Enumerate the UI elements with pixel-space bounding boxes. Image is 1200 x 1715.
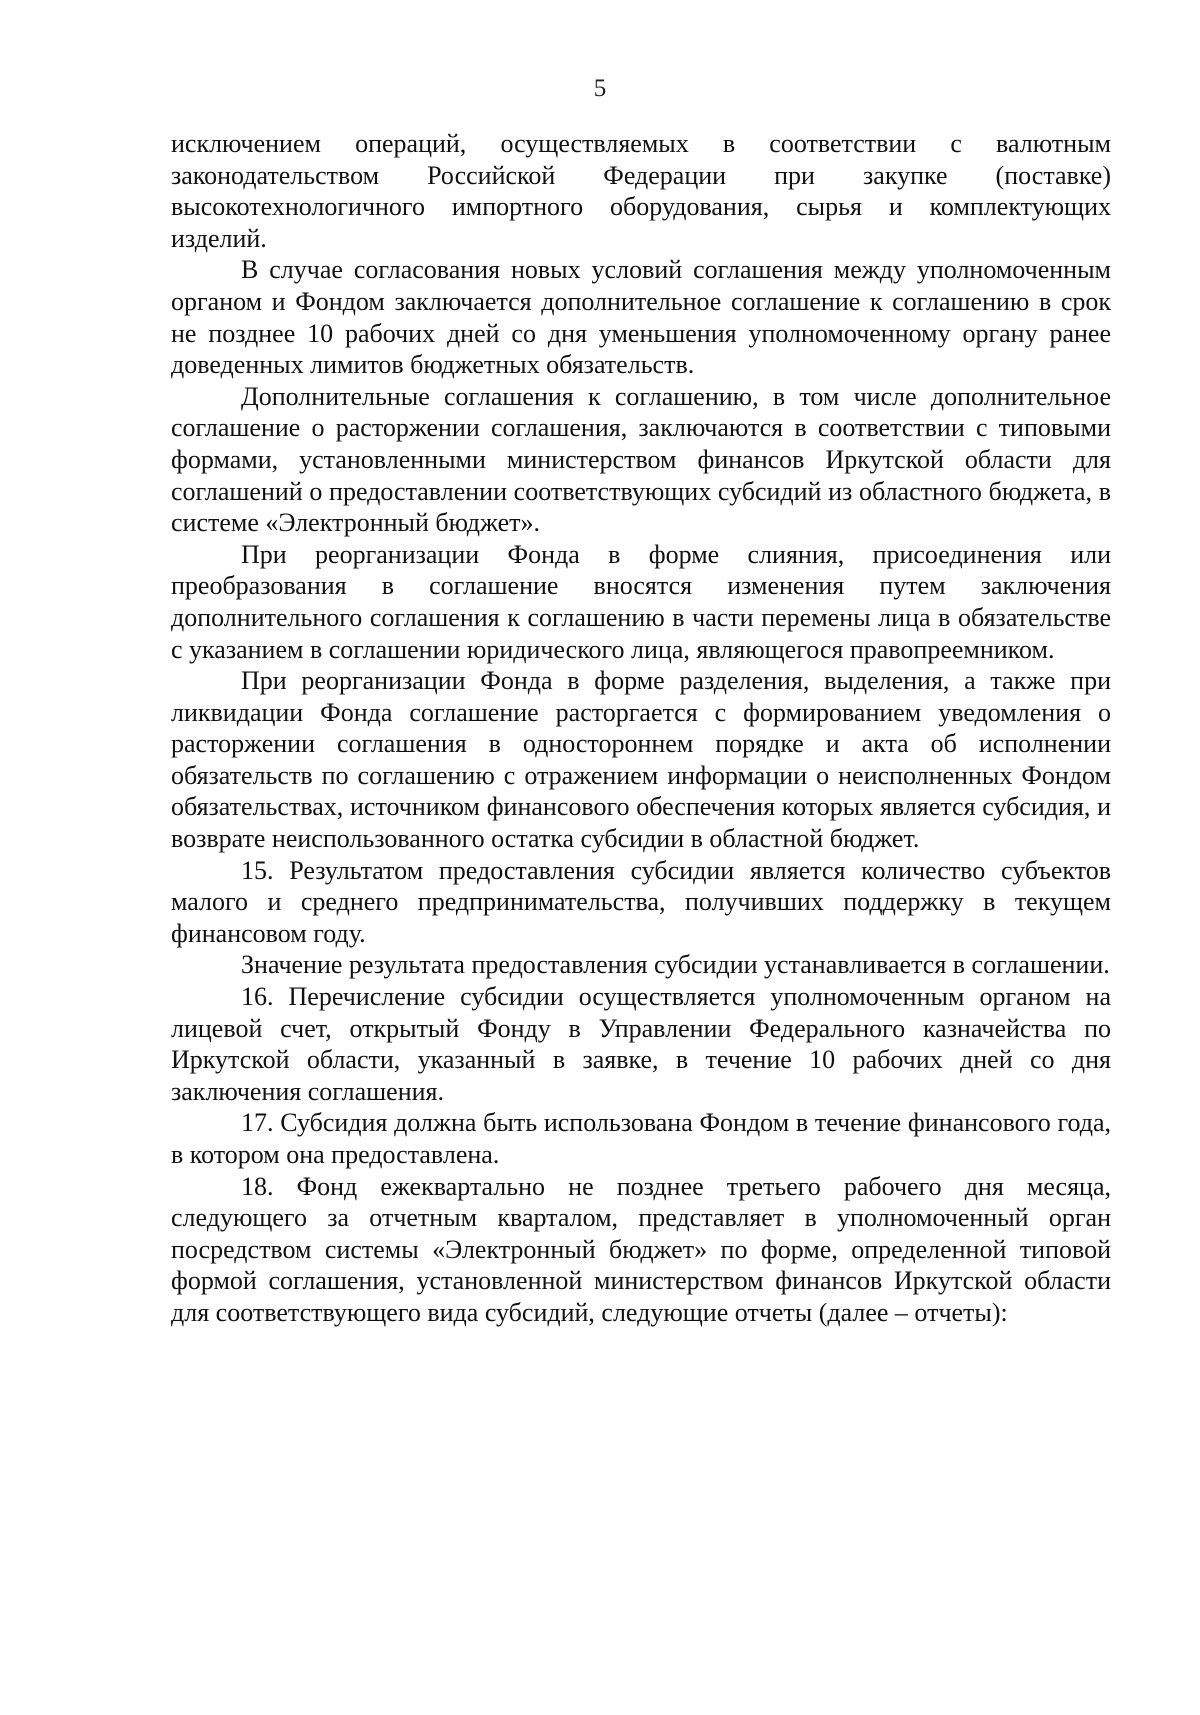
document-body	[171, 128, 1111, 1329]
paragraph-reorganization-division: При реорганизации Фонда в форме разделения, выделения, а также при ликвидации Фонда соглашение расторгается с формированием уведомления о расторжении соглашения в одностороннем порядке и акта об исполнении обязательств по соглашению с отражением информации о неисполненных Фондом обязательствах, источником финансового обеспечения которых является субсидия, и возврате неиспользованного остатка субсидии в областной бюджет.	[171, 666, 1111, 854]
paragraph-continuation: исключением операций, осуществляемых в соответствии с валютным законодательством Российской Федерации при закупке (поставке) высокотехнологичного импортного оборудования, сырья и комплектующих изделий.	[171, 129, 1111, 253]
page-number: 5	[593, 75, 607, 102]
paragraph-reorganization-merger: При реорганизации Фонда в форме слияния, присоединения или преобразования в соглашение вносятся изменения путем заключения дополнительного соглашения к соглашению в части перемены лица в обязательстве с указанием в соглашении юридического лица, являющегося правопреемником.	[171, 539, 1111, 664]
paragraph-additional-agreement: В случае согласования новых условий соглашения между уполномоченным органом и Фондом заключается дополнительное соглашение к соглашению в срок не позднее 10 рабочих дней со дня уменьшения уполномоченному органу ранее доведенных лимитов бюджетных обязательств.	[171, 255, 1111, 380]
paragraph-item-16: 16. Перечисление субсидии осуществляется уполномоченным органом на лицевой счет, открытый Фонду в Управлении Федерального казначейства по Иркутской области, указанный в заявке, в течение 10 рабочих дней со дня заключения соглашения.	[171, 982, 1111, 1106]
paragraph-standard-forms: Дополнительные соглашения к соглашению, в том числе дополнительное соглашение о расторжении соглашения, заключаются в соответствии с типовыми формами, установленными министерством финансов Иркутской области для соглашений о предоставлении соответствующих субсидий из областного бюджета, в системе «Электронный бюджет».	[171, 381, 1111, 538]
paragraph-item-17: 17. Субсидия должна быть использована Фондом в течение финансового года, в котором она предоставлена.	[171, 1108, 1111, 1169]
paragraph-result-value: Значение результата предоставления субсидии устанавливается в соглашении.	[241, 950, 1110, 980]
paragraph-item-15: 15. Результатом предоставления субсидии является количество субъектов малого и среднего предпринимательства, получивших поддержку в текущем финансовом году.	[171, 855, 1111, 948]
paragraph-item-18: 18. Фонд ежеквартально не позднее третьего рабочего дня месяца, следующего за отчетным кварталом, представляет в уполномоченный орган посредством системы «Электронный бюджет» по форме, определенной типовой формой соглашения, установленной министерством финансов Иркутской области для соответствующего вида субсидий, следующие отчеты (далее – отчеты):	[171, 1171, 1111, 1327]
